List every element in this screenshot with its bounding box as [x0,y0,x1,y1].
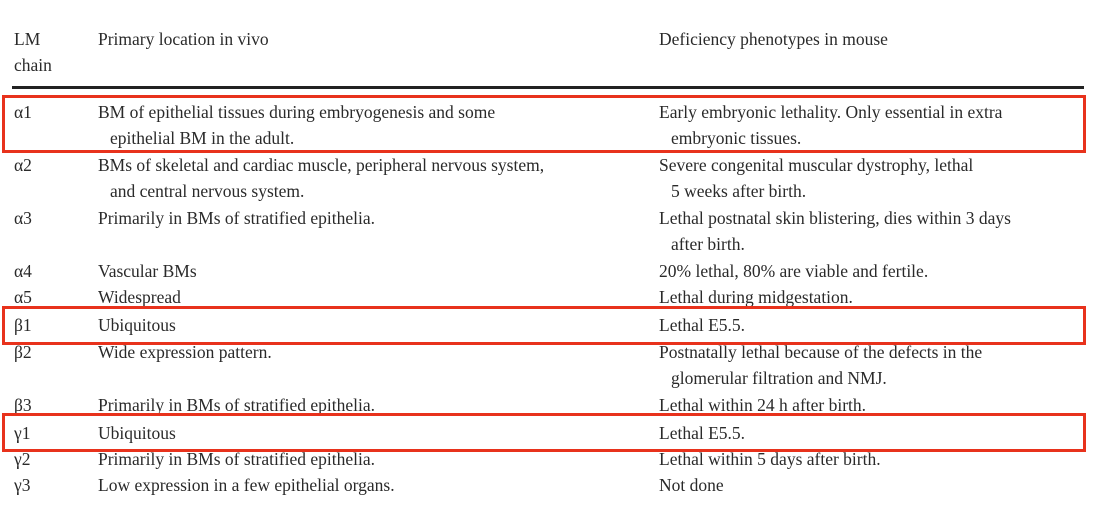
row-alpha2-location-1: BMs of skeletal and cardiac muscle, peripheral nervous system, [98,155,545,175]
header-lm-chain-line2: chain [14,55,52,75]
row-gamma3-phenotype-1: Not done [659,475,724,495]
row-beta2-location-1: Wide expression pattern. [98,342,272,362]
row-gamma2-location-1: Primarily in BMs of stratified epithelia. [98,449,376,469]
row-alpha1-phenotype-2: embryonic tissues. [671,128,802,148]
row-alpha3-phenotype-2: after birth. [671,234,745,254]
row-alpha2-phenotype-1: Severe congenital muscular dystrophy, lethal [659,155,974,175]
row-alpha3-chain: α3 [14,208,32,228]
row-alpha4-location-1: Vascular BMs [98,261,197,281]
row-beta2-phenotype-2: glomerular filtration and NMJ. [671,368,887,388]
row-alpha3-phenotype-1: Lethal postnatal skin blistering, dies within 3 days [659,208,1011,228]
row-alpha2-chain: α2 [14,155,32,175]
row-alpha5-chain: α5 [14,287,32,307]
row-gamma1-phenotype-1: Lethal E5.5. [659,423,746,443]
row-alpha1-chain: α1 [14,102,32,122]
header-primary-location: Primary location in vivo [98,29,269,49]
row-gamma3-location-1: Low expression in a few epithelial organs. [98,475,395,495]
highlight-box-alpha1 [2,95,1086,153]
highlight-box-gamma1 [2,413,1086,452]
row-alpha1-location-1: BM of epithelial tissues during embryogenesis and some [98,102,496,122]
row-alpha2-phenotype-2: 5 weeks after birth. [671,181,807,201]
row-beta3-location-1: Primarily in BMs of stratified epithelia. [98,395,376,415]
row-alpha4-chain: α4 [14,261,32,281]
row-beta1-chain: β1 [14,315,32,335]
row-gamma2-chain: γ2 [14,449,31,469]
row-alpha4-phenotype-1: 20% lethal, 80% are viable and fertile. [659,261,929,281]
row-beta1-phenotype-1: Lethal E5.5. [659,315,746,335]
header-rule [12,86,1084,89]
row-gamma2-phenotype-1: Lethal within 5 days after birth. [659,449,881,469]
row-alpha5-location-1: Widespread [98,287,181,307]
row-alpha2-location-2: and central nervous system. [110,181,305,201]
row-gamma3-chain: γ3 [14,475,31,495]
row-alpha5-phenotype-1: Lethal during midgestation. [659,287,853,307]
header-lm-chain-line1: LM [14,29,41,49]
highlight-box-beta1 [2,306,1086,345]
row-beta3-chain: β3 [14,395,32,415]
row-gamma1-chain: γ1 [14,423,31,443]
row-alpha1-phenotype-1: Early embryonic lethality. Only essential in extra [659,102,1003,122]
row-alpha1-location-2: epithelial BM in the adult. [110,128,295,148]
row-beta1-location-1: Ubiquitous [98,315,176,335]
row-gamma1-location-1: Ubiquitous [98,423,176,443]
row-beta2-phenotype-1: Postnatally lethal because of the defects in the [659,342,983,362]
row-beta2-chain: β2 [14,342,32,362]
header-deficiency-phenotypes: Deficiency phenotypes in mouse [659,29,888,49]
row-alpha3-location-1: Primarily in BMs of stratified epithelia. [98,208,376,228]
row-beta3-phenotype-1: Lethal within 24 h after birth. [659,395,867,415]
